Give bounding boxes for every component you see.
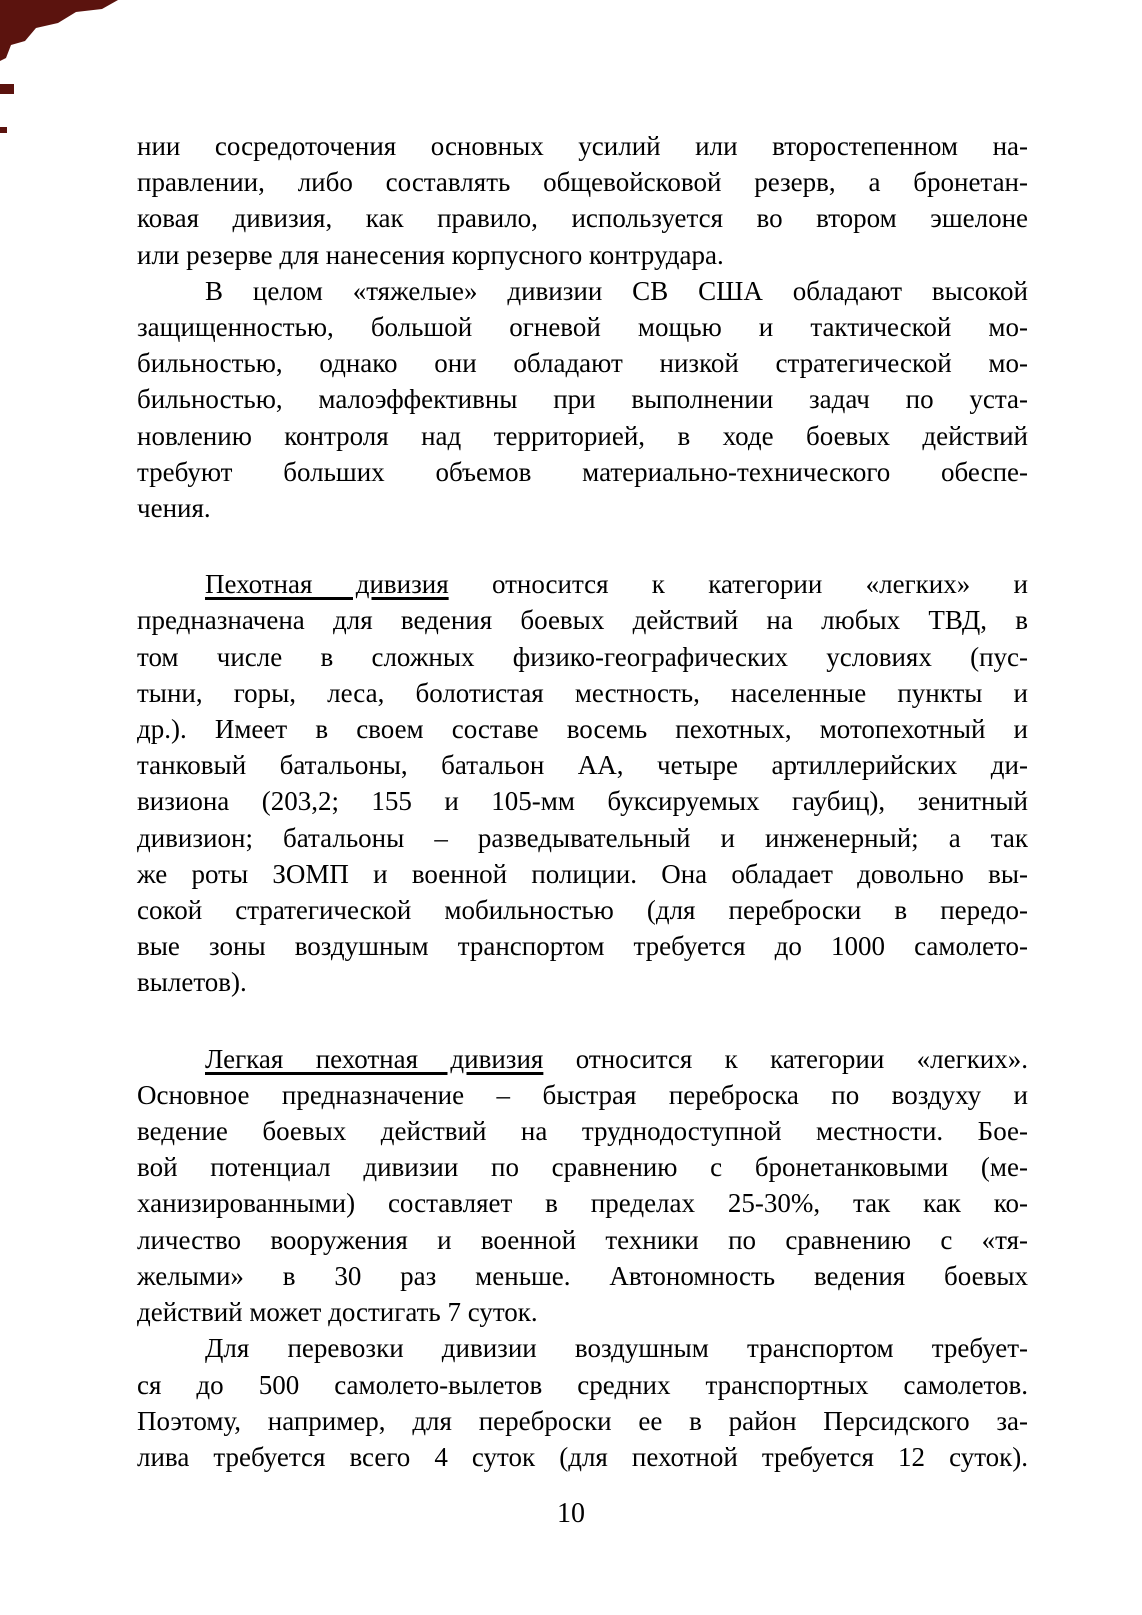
- text-run: или резерве для нанесения корпусного контрудара.: [137, 239, 724, 270]
- text-run: относится к категории «легких».: [543, 1043, 1029, 1074]
- paragraph: [137, 273, 1028, 526]
- text-run: Основное предназначение – быстрая переброска по воздуху и: [137, 1079, 1028, 1110]
- text-run: бильностью, однако они обладают низкой стратегической мо-: [137, 348, 1028, 379]
- paragraph: [137, 566, 1028, 1000]
- text-line: [137, 602, 1028, 638]
- text-run: Для перевозки дивизии воздушным транспортом требует-: [205, 1333, 1028, 1364]
- text-run: ведение боевых действий на труднодоступной местности. Бое-: [137, 1116, 1028, 1147]
- text-run: дивизион; батальоны – разведывательный и инженерный; а так: [137, 822, 1028, 853]
- text-run: защищенностью, большой огневой мощью и тактической мо-: [137, 312, 1028, 343]
- text-line: [137, 1113, 1028, 1149]
- text-run: др.). Имеет в своем составе восемь пехотных, мотопехотный и: [137, 714, 1028, 745]
- text-run: вылетов).: [137, 967, 247, 998]
- text-run: том числе в сложных физико-географических условиях (пус-: [137, 641, 1028, 672]
- text-line: [137, 964, 1028, 1000]
- text-run: танковый батальоны, батальон АА, четыре артиллерийских ди-: [137, 750, 1028, 781]
- text-line: [137, 1403, 1028, 1439]
- text-line: [137, 273, 1028, 309]
- scan-artifact: [0, 0, 140, 150]
- text-run: вые зоны воздушным транспортом требуется до 1000 самолето-: [137, 931, 1028, 962]
- text-run: ковая дивизия, как правило, используется во втором эшелоне: [137, 203, 1028, 234]
- text-run: чения.: [137, 493, 211, 524]
- text-run: тыни, горы, леса, болотистая местность, населенные пункты и: [137, 677, 1028, 708]
- text-line: [137, 1077, 1028, 1113]
- underlined-term: Пехотная дивизия: [205, 569, 449, 600]
- text-line: [137, 128, 1028, 164]
- paragraph: [137, 1330, 1028, 1475]
- text-body: [137, 128, 1028, 1475]
- text-run: ханизированными) составляет в пределах 25-30%, так как ко-: [137, 1188, 1028, 1219]
- paragraph: [137, 1041, 1028, 1331]
- text-line: [137, 1367, 1028, 1403]
- text-line: [137, 1439, 1028, 1475]
- text-line: [137, 1294, 1028, 1330]
- text-run: бильностью, малоэффективны при выполнении задач по уста-: [137, 384, 1028, 415]
- paragraph: [137, 128, 1028, 273]
- text-line: [137, 856, 1028, 892]
- text-line: [137, 490, 1028, 526]
- text-line: [137, 381, 1028, 417]
- text-run: лива требуется всего 4 суток (для пехотной требуется 12 суток).: [137, 1441, 1028, 1472]
- text-line: [137, 892, 1028, 928]
- underlined-term: Легкая пехотная дивизия: [205, 1043, 544, 1074]
- text-line: [137, 928, 1028, 964]
- text-line: [137, 1258, 1028, 1294]
- page-number: 10: [557, 1498, 585, 1529]
- text-line: [137, 783, 1028, 819]
- text-run: В целом «тяжелые» дивизии СВ США обладают высокой: [205, 275, 1028, 306]
- text-line: [137, 566, 1028, 602]
- text-line: [137, 237, 1028, 273]
- text-line: [137, 454, 1028, 490]
- text-line: [137, 418, 1028, 454]
- scan-mark: [0, 0, 118, 61]
- text-run: новлению контроля над территорией, в ходе боевых действий: [137, 420, 1028, 451]
- text-run: правлении, либо составлять общевойсковой резерв, а бронетан-: [137, 167, 1028, 198]
- text-line: [137, 1185, 1028, 1221]
- text-line: [137, 1222, 1028, 1258]
- scan-mark: [0, 84, 14, 94]
- text-line: [137, 309, 1028, 345]
- scan-mark: [0, 127, 7, 133]
- text-line: [137, 747, 1028, 783]
- text-line: [137, 345, 1028, 381]
- text-run: же роты ЗОМП и военной полиции. Она обладает довольно вы-: [137, 858, 1028, 889]
- text-run: желыми» в 30 раз меньше. Автономность ведения боевых: [137, 1260, 1028, 1291]
- text-run: личество вооружения и военной техники по сравнению с «тя-: [137, 1224, 1028, 1255]
- text-run: требуют больших объемов материально-технического обеспе-: [137, 456, 1028, 487]
- text-run: предназначена для ведения боевых действий на любых ТВД, в: [137, 605, 1028, 636]
- text-line: [137, 675, 1028, 711]
- text-run: вой потенциал дивизии по сравнению с бронетанковыми (ме-: [137, 1152, 1028, 1183]
- text-line: [137, 1149, 1028, 1185]
- text-run: ся до 500 самолето-вылетов средних транспортных самолетов.: [137, 1369, 1028, 1400]
- text-line: [137, 639, 1028, 675]
- text-line: [137, 711, 1028, 747]
- text-line: [137, 1330, 1028, 1366]
- text-run: Поэтому, например, для переброски ее в район Персидского за-: [137, 1405, 1028, 1436]
- text-line: [137, 1041, 1028, 1077]
- text-run: относится к категории «легких» и: [448, 569, 1029, 600]
- text-run: нии сосредоточения основных усилий или второстепенном на-: [137, 131, 1028, 161]
- text-line: [137, 820, 1028, 856]
- text-run: действий может достигать 7 суток.: [137, 1297, 538, 1328]
- text-run: визиона (203,2; 155 и 105-мм буксируемых гаубиц), зенитный: [137, 786, 1028, 817]
- text-line: [137, 164, 1028, 200]
- text-line: [137, 200, 1028, 236]
- text-run: сокой стратегической мобильностью (для переброски в передо-: [137, 895, 1028, 926]
